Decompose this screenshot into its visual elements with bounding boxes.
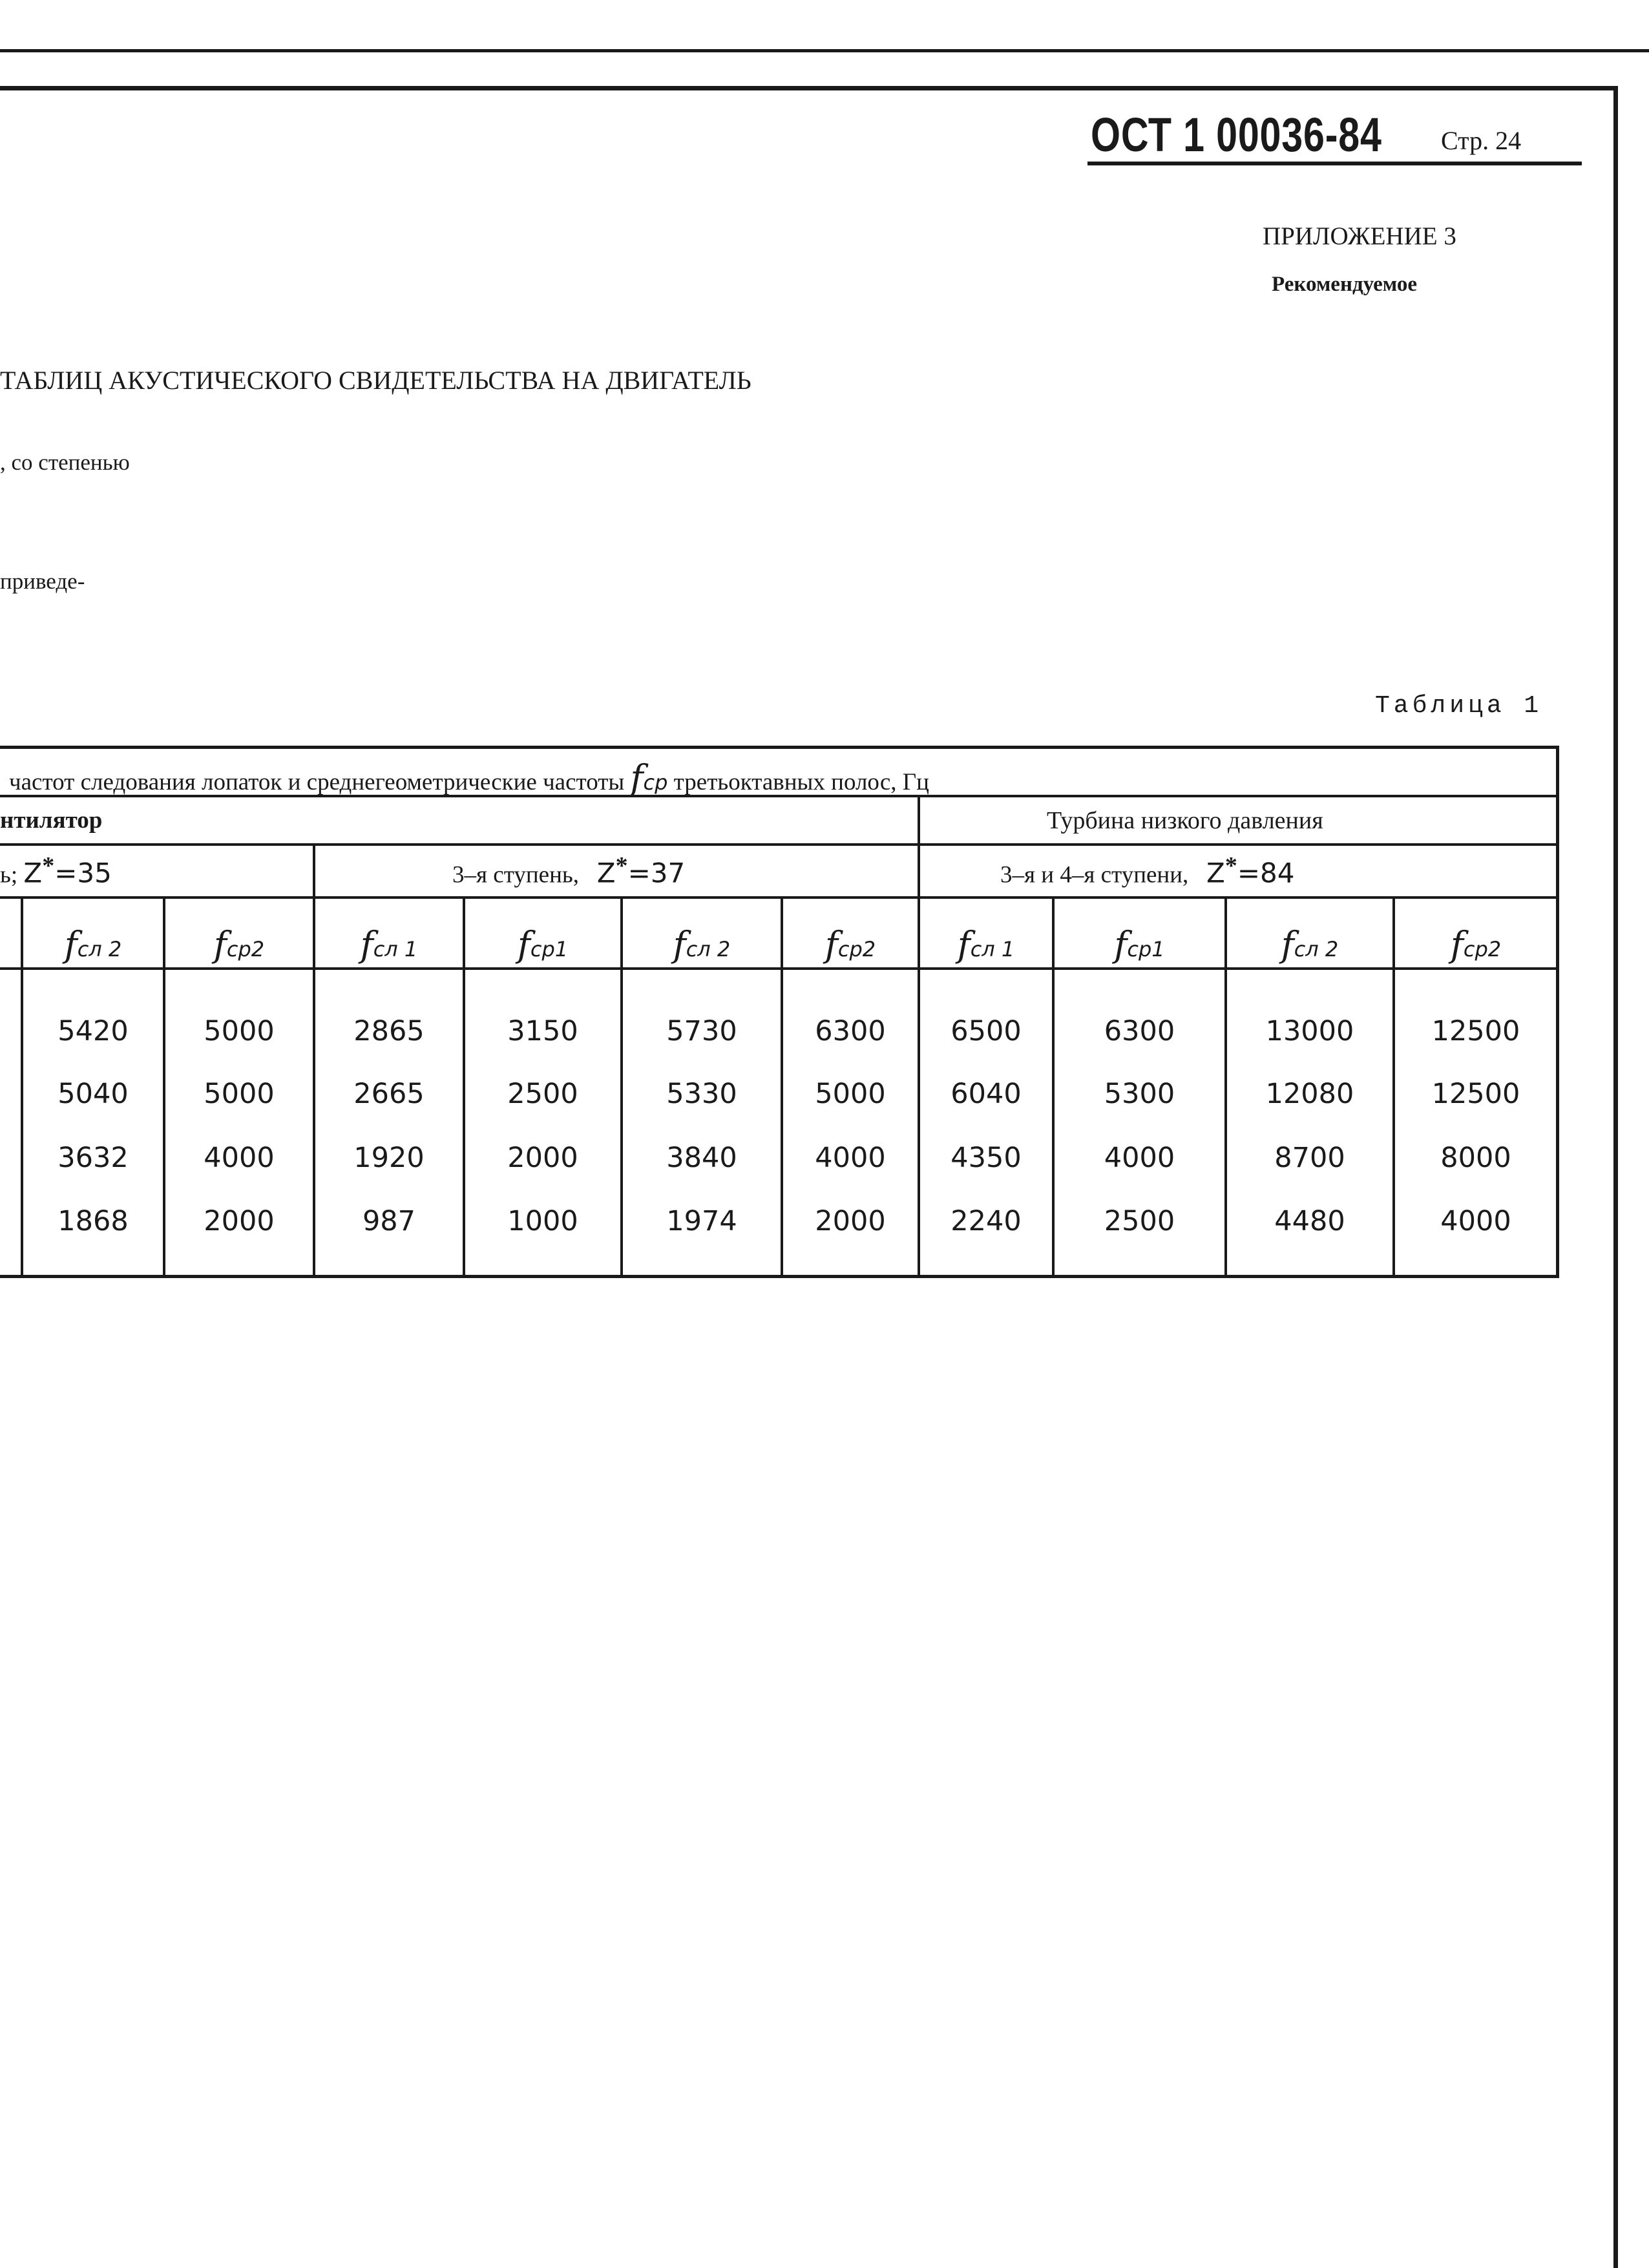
page-number: Стр. 24 xyxy=(1441,126,1522,155)
caption-text: частот следования лопаток и среднегеометрические частоты xyxy=(9,769,625,795)
caption-text: третьоктавных полос, Гц xyxy=(673,769,929,795)
group-lpt: Турбина низкого давления xyxy=(1047,807,1323,834)
table-cell: 2000 xyxy=(815,1205,886,1237)
f-subscript: ср xyxy=(643,770,668,795)
z-value: =35 xyxy=(54,857,112,889)
col-header: fср2 xyxy=(213,924,265,965)
body-line-2: приведе- xyxy=(0,569,85,594)
frequency-table xyxy=(0,746,1559,1278)
table-cell: 6040 xyxy=(951,1078,1022,1110)
table-cell: 12500 xyxy=(1431,1078,1520,1110)
appendix-title: ПРИЛОЖЕНИЕ 3 xyxy=(1263,222,1456,250)
group-fan: нтилятор xyxy=(0,807,103,834)
table-cell: 1920 xyxy=(353,1142,425,1174)
table-cell: 4000 xyxy=(1440,1205,1511,1237)
col-header: fсл 2 xyxy=(64,924,122,965)
stage-c: 3–я и 4–я ступени, Z*=84 xyxy=(1000,852,1295,889)
table-cell: 2000 xyxy=(507,1142,578,1174)
table-cell: 12080 xyxy=(1265,1078,1354,1110)
table-cell: 5040 xyxy=(58,1078,129,1110)
table-cell: 8700 xyxy=(1274,1142,1345,1174)
col-header: fсл 2 xyxy=(1281,924,1339,965)
table-cell: 3150 xyxy=(507,1015,578,1047)
table-cell: 8000 xyxy=(1440,1142,1511,1174)
table-cell: 2240 xyxy=(951,1205,1022,1237)
table-cell: 1000 xyxy=(507,1205,578,1237)
standard-code: ОСТ 1 00036-84 xyxy=(1091,108,1382,162)
table-cell: 6300 xyxy=(815,1015,886,1047)
stage-b-label: 3–я ступень, xyxy=(452,861,580,888)
table-cell: 1974 xyxy=(666,1205,737,1237)
col-header: fср2 xyxy=(1450,924,1502,965)
stage-a-prefix: ь; xyxy=(0,861,18,888)
col-header: fсл 1 xyxy=(360,924,418,965)
table-cell: 4000 xyxy=(204,1142,275,1174)
table-cell: 4000 xyxy=(815,1142,886,1174)
table-cell: 2000 xyxy=(204,1205,275,1237)
stage-b: 3–я ступень, Z*=37 xyxy=(452,852,686,889)
col-header: fср1 xyxy=(1114,924,1165,965)
col-header: fср1 xyxy=(517,924,569,965)
header-rule xyxy=(1087,162,1582,165)
table-cell: 987 xyxy=(362,1205,416,1237)
stage-a: ь; Z*=35 xyxy=(0,852,112,889)
table-cell: 3840 xyxy=(666,1142,737,1174)
z-symbol: Z xyxy=(1206,857,1225,889)
table-rule xyxy=(0,843,1559,846)
body-line-1: , со степенью xyxy=(0,450,130,475)
z-value: =37 xyxy=(627,857,686,889)
table-cell: 2865 xyxy=(353,1015,425,1047)
appendix-subtitle: Рекомендуемое xyxy=(1272,273,1417,296)
section-heading: ТАБЛИЦ АКУСТИЧЕСКОГО СВИДЕТЕЛЬСТВА НА ДВИГАТЕЛЬ xyxy=(0,366,751,395)
table-cell: 2665 xyxy=(353,1078,425,1110)
table-cell: 2500 xyxy=(1104,1205,1175,1237)
table-cell: 5000 xyxy=(204,1078,275,1110)
table-cell: 5000 xyxy=(815,1078,886,1110)
table-cell: 5000 xyxy=(204,1015,275,1047)
table-cell: 6500 xyxy=(951,1015,1022,1047)
table-cell: 5420 xyxy=(58,1015,129,1047)
col-header: fсл 2 xyxy=(673,924,731,965)
z-symbol: Z xyxy=(23,857,43,889)
table-label: Таблица 1 xyxy=(1375,692,1543,720)
table-cell: 6300 xyxy=(1104,1015,1175,1047)
table-cell: 4000 xyxy=(1104,1142,1175,1174)
table-cell: 12500 xyxy=(1431,1015,1520,1047)
table-cell: 13000 xyxy=(1265,1015,1354,1047)
z-symbol: Z xyxy=(596,857,616,889)
stage-c-label: 3–я и 4–я ступени, xyxy=(1000,861,1189,888)
z-value: =84 xyxy=(1237,857,1295,889)
table-caption xyxy=(9,757,929,798)
table-cell: 5730 xyxy=(666,1015,737,1047)
table-cell: 2500 xyxy=(507,1078,578,1110)
table-cell: 4480 xyxy=(1274,1205,1345,1237)
table-cell: 5300 xyxy=(1104,1078,1175,1110)
table-rule xyxy=(0,896,1559,899)
table-cell: 4350 xyxy=(951,1142,1022,1174)
table-cell: 3632 xyxy=(58,1142,129,1174)
table-cell: 1868 xyxy=(58,1205,129,1237)
col-header: fср2 xyxy=(824,924,876,965)
table-cell: 5330 xyxy=(666,1078,737,1110)
col-header: fсл 1 xyxy=(957,924,1015,965)
f-symbol: f xyxy=(630,757,644,798)
top-rule xyxy=(0,49,1649,52)
